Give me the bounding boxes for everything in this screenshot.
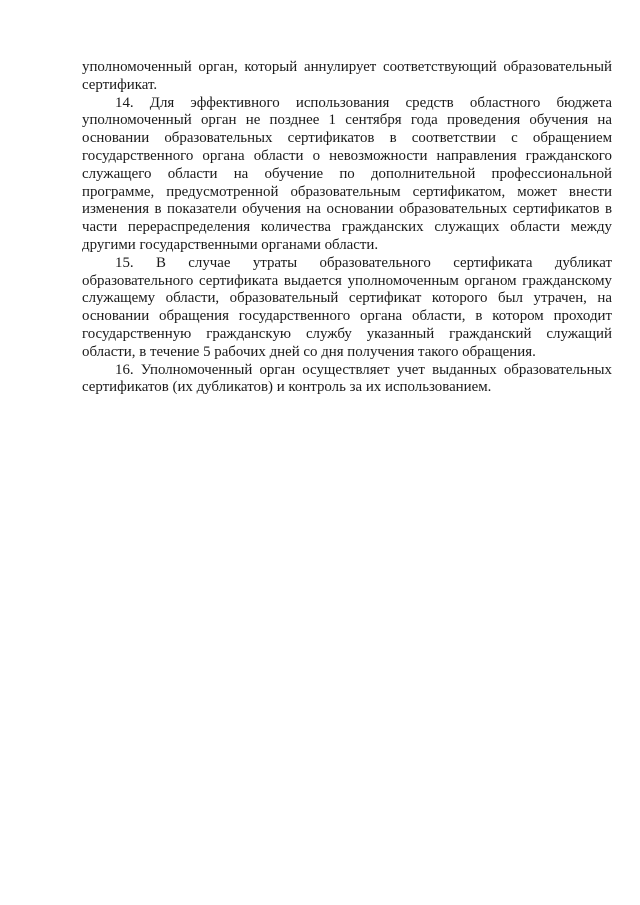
paragraph-continuation: уполномоченный орган, который аннулирует соответствующий образовательный сертификат. — [82, 59, 612, 93]
document-page — [82, 59, 612, 397]
paragraph-item-16: 16. Уполномоченный орган осуществляет учет выданных образовательных сертификатов (их дубликатов) и контроль за их использованием. — [82, 361, 612, 396]
paragraph-item-14: 14. Для эффективного использования средств областного бюджета уполномоченный орган не позднее 1 сентября года проведения обучения на основании образовательных сертификатов в соответствии с обращением государственного органа области о невозможности направления гражданского служащего области на обучение по дополнительной профессиональной программе, предусмотренной образовательным сертификатом, может внести изменения в показатели обучения на основании образовательных сертификатов в части перераспределения количества гражданских служащих области между другими государственными органами области. — [82, 94, 612, 253]
paragraph-item-15: 15. В случае утраты образовательного сертификата дубликат образовательного сертификата выдается уполномоченным органом гражданскому служащему области, образовательный сертификат которого был утрачен, на основании обращения государственного органа области, в котором проходит государственную гражданскую службу указанный гражданский служащий области, в течение 5 рабочих дней со дня получения такого обращения. — [82, 254, 612, 360]
